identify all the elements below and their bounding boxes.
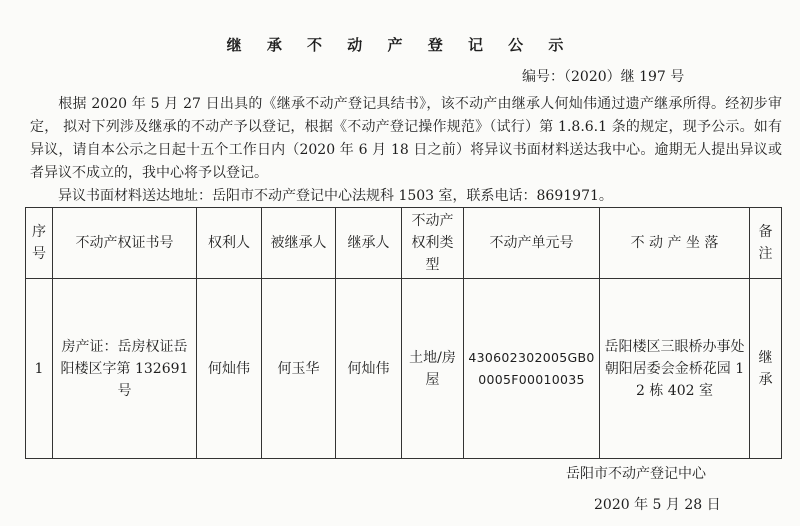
- cell-cert-no: 房产证：岳房权证岳阳楼区字第 132691 号: [53, 279, 197, 459]
- header-heir: 继承人: [336, 208, 402, 279]
- cell-right-type: 土地/房屋: [402, 279, 464, 459]
- cell-heir: 何灿伟: [336, 279, 402, 459]
- table-header-row: [26, 208, 782, 279]
- table-row: [26, 279, 782, 459]
- cell-location: 岳阳楼区三眼桥办事处朝阳居委会金桥花园 12 栋 402 室: [600, 279, 750, 459]
- header-remark: 备注: [750, 208, 782, 279]
- cell-decedent: 何玉华: [262, 279, 336, 459]
- header-location: 不 动 产 坐 落: [600, 208, 750, 279]
- cell-unit-no: 430602302005GB00005F00010035: [464, 279, 600, 459]
- objection-address: 异议书面材料送达地址：岳阳市不动产登记中心法规科 1503 室，联系电话：8691971。: [58, 188, 613, 204]
- cell-seq: 1: [26, 279, 53, 459]
- issuer-name: 岳阳市不动产登记中心: [566, 466, 706, 482]
- header-cert-no: 不动产权证书号: [53, 208, 197, 279]
- header-unit-no: 不动产单元号: [464, 208, 600, 279]
- header-decedent: 被继承人: [262, 208, 336, 279]
- issue-date: 2020 年 5 月 28 日: [594, 497, 721, 513]
- cell-remark: 继承: [750, 279, 782, 459]
- header-seq: 序号: [26, 208, 53, 279]
- cell-obligee: 何灿伟: [197, 279, 262, 459]
- notice-body-text: 根据 2020 年 5 月 27 日出具的《继承不动产登记具结书》，该不动产由继承人何灿伟通过遗产继承所得。经初步审定， 拟对下列涉及继承的不动产予以登记，根据《不动产登记操作规范》（试行）第 1.8.6.1 条的规定，现予公示。如有异议，请自本公示之日起十五个工作日内（2020 年 6 月 18 日之前）将异议书面材料送达我中心。逾期无人提出异议或者异议不成立的，我中心将予以登记。: [30, 96, 782, 181]
- header-obligee: 权利人: [197, 208, 262, 279]
- document-number: 编号：（2020）继 197 号: [522, 69, 685, 85]
- registration-table: [25, 207, 782, 459]
- notice-body: [30, 93, 782, 185]
- header-right-type: 不动产权利类型: [402, 208, 464, 279]
- notice-title: 继 承 不 动 产 登 记 公 示: [226, 36, 574, 54]
